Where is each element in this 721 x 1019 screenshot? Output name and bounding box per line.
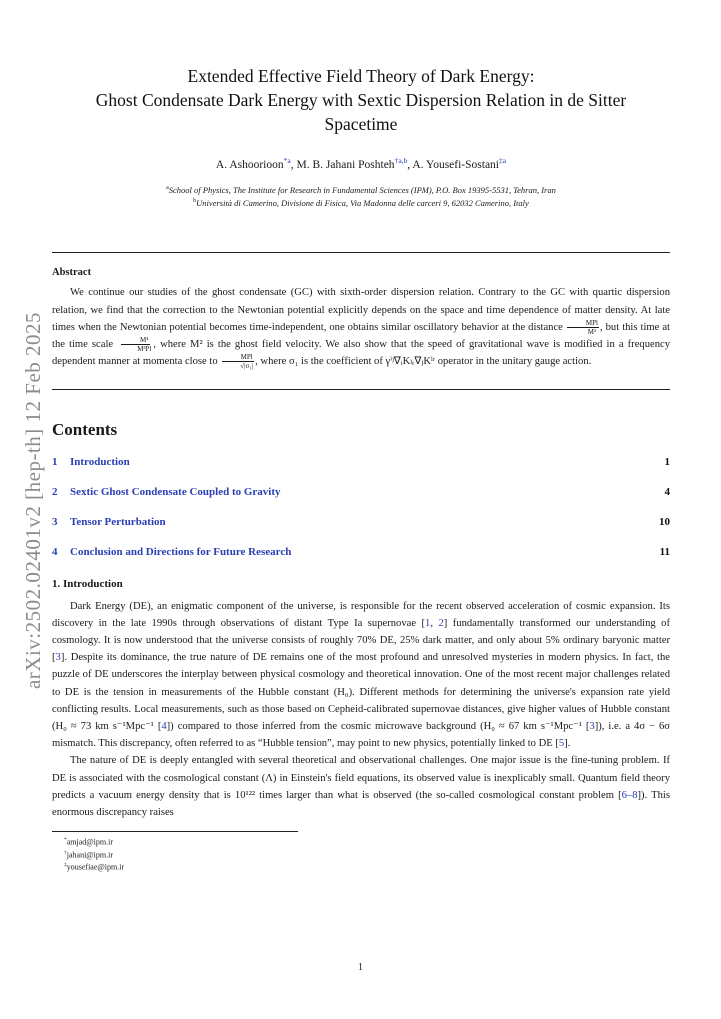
abstract-text: We continue our studies of the ghost condensate (GC) with sixth-order dispersion relation. Contrary to the GC with quartic dispersion relation, we find that the correction to the Newtonian potential explicitly depends on the space and time dependence of matter density. At late times when the Newtonian potential becomes time-independent, one obtains similar oscillatory behavior at the distance $\frac{\text{MPl}}{\text{M²}}$ , but this time at the time scale $\frac{\text{M⁴}}{\text{M³Pl}}$ , where M² is the ghost field velocity. We also show that the speed of gravitational wave is modified in a frequency dependent manner at momenta close to $\frac{\text{MPl}}{\text{√|σ₁|}}$ , where σ₁ is the coefficient of γⁱʲ∇ᵢKₗᵣ∇ⱼKˡʳ operator in the unitary gauge action.	[52, 287, 671, 371]
affiliation-a: $^a$School of Physics, The Institute for Research in Fundamental Sciences (IPM), P.O. Box 19395-5531, Tehran, Iran	[166, 184, 556, 195]
citation-link[interactable]: 3	[55, 652, 61, 664]
contents-heading: Contents	[52, 419, 118, 439]
fraction-m4-over-mpl3: $\frac{\text{M⁴}}{\text{M³Pl}}$	[118, 336, 152, 353]
abstract-heading: Abstract	[52, 267, 92, 279]
paper-page	[52, 64, 670, 873]
paper-title	[52, 64, 670, 136]
author-mark[interactable]: ‡a	[499, 156, 507, 165]
author-name: A. Yousefi-Sostani	[412, 158, 499, 171]
citation-link[interactable]: 3	[589, 720, 595, 732]
arxiv-id-text: arXiv:2502.02401v2 [hep-th] 12 Feb 2025	[21, 311, 46, 689]
fraction-mpl-over-sqrt-sigma: $\frac{\text{MPl}}{\text{√|σ₁|}}$	[221, 353, 254, 370]
page-number: 1	[358, 962, 363, 973]
author-mark[interactable]: †a,b	[394, 156, 408, 165]
title-line-2: Ghost Condensate Dark Energy with Sextic Dispersion Relation in de Sitter	[95, 90, 627, 110]
toc-item-introduction[interactable]: 1 Introduction 1	[52, 455, 670, 468]
citation-link[interactable]: 5	[558, 738, 565, 750]
toc-item-sextic-ghost-condensate[interactable]: 2 Sextic Ghost Condensate Coupled to Gravity 4	[52, 485, 670, 498]
section-heading-introduction: 1. Introduction	[52, 577, 123, 590]
citation-link[interactable]: 2	[438, 617, 444, 629]
author-name: A. Ashoorioon	[215, 158, 284, 171]
affiliations	[52, 183, 670, 209]
footnote-email: †jahani@ipm.ir	[64, 849, 113, 860]
footnote-email: *amjad@ipm.ir	[64, 837, 113, 847]
footnote-email: ‡yousefiae@ipm.ir	[64, 862, 125, 873]
footnote-divider	[52, 831, 298, 832]
table-of-contents	[52, 456, 670, 576]
abstract	[52, 252, 670, 389]
fraction-mpl-over-m2: $\frac{\text{MPl}}{\text{M²}}$	[567, 319, 599, 336]
citation-link[interactable]: 1	[425, 617, 431, 629]
affiliation-b: $^b$Università di Camerino, Divisione di Fisica, Via Madonna delle carceri 9, 62032 Camerino, Italy	[193, 197, 529, 208]
intro-paragraph-2: The nature of DE is deeply entangled with several theoretical and observational challenges. One major issue is the fine-tuning problem. If DE is associated with the cosmological constant (Λ) in Einstein's field equations, its observed value is inexplicably small. Quantum field theory predicts a vacuum energy density that is 10¹²² times larger than what is observed (the so-called cosmological constant problem [6–8]). This enormous discrepancy raises	[52, 755, 670, 818]
author-list: A. Ashoorioon$^{*a}$, M. B. Jahani Poshteh$^{\dagger a,b}$, A. Yousefi-Sostani$^{\ddagger a}$	[215, 156, 507, 171]
citation-link[interactable]: 4	[161, 720, 167, 732]
author-name: M. B. Jahani Poshteh	[296, 158, 395, 171]
citation-link[interactable]: 6–8	[621, 789, 638, 801]
arxiv-watermark	[14, 300, 54, 700]
author-mark[interactable]: *a	[283, 156, 291, 165]
title-line-1: Extended Effective Field Theory of Dark Energy:	[187, 66, 535, 86]
toc-item-tensor-perturbation[interactable]: 3 Tensor Perturbation 10	[52, 515, 670, 528]
toc-item-conclusion[interactable]: 4 Conclusion and Directions for Future Research 11	[52, 545, 670, 558]
footnotes	[52, 835, 670, 873]
title-line-3: Spacetime	[324, 114, 398, 134]
intro-paragraph-1: Dark Energy (DE), an enigmatic component of the universe, is responsible for the recent observed acceleration of cosmic expansion. Its discovery in the late 1990s through observations of distant Type Ia supernovae [1, 2] fundamentally transformed our understanding of cosmology. It is now understood that the universe consists of roughly 70% DE, 25% dark matter, and only about 5% ordinary baryonic matter [3]. Despite its dominance, the true nature of DE remains one of the most profound and unresolved mysteries in modern physics. In fact, the puzzle of DE underscores the interplay between physical cosmology and theoretical innovation. One of the most recent major challenges related to DE is the tension in measurements of the Hubble constant (H₀). Different methods for determining the universe's expansion rate yield conflicting results. Local measurements, such as those based on Cepheid-calibrated supernovae distances, give higher values of Hubble constant (H₀ ≈ 73 km s⁻¹Mpc⁻¹ [4]) compared to those inferred from the cosmic microwave background (H₀ ≈ 67 km s⁻¹Mpc⁻¹ [3]), i.e. a 4σ − 6σ mismatch. This discrepancy, often referred to as “Hubble tension”, may point to new physics, potentially linked to DE [5].	[52, 600, 670, 750]
